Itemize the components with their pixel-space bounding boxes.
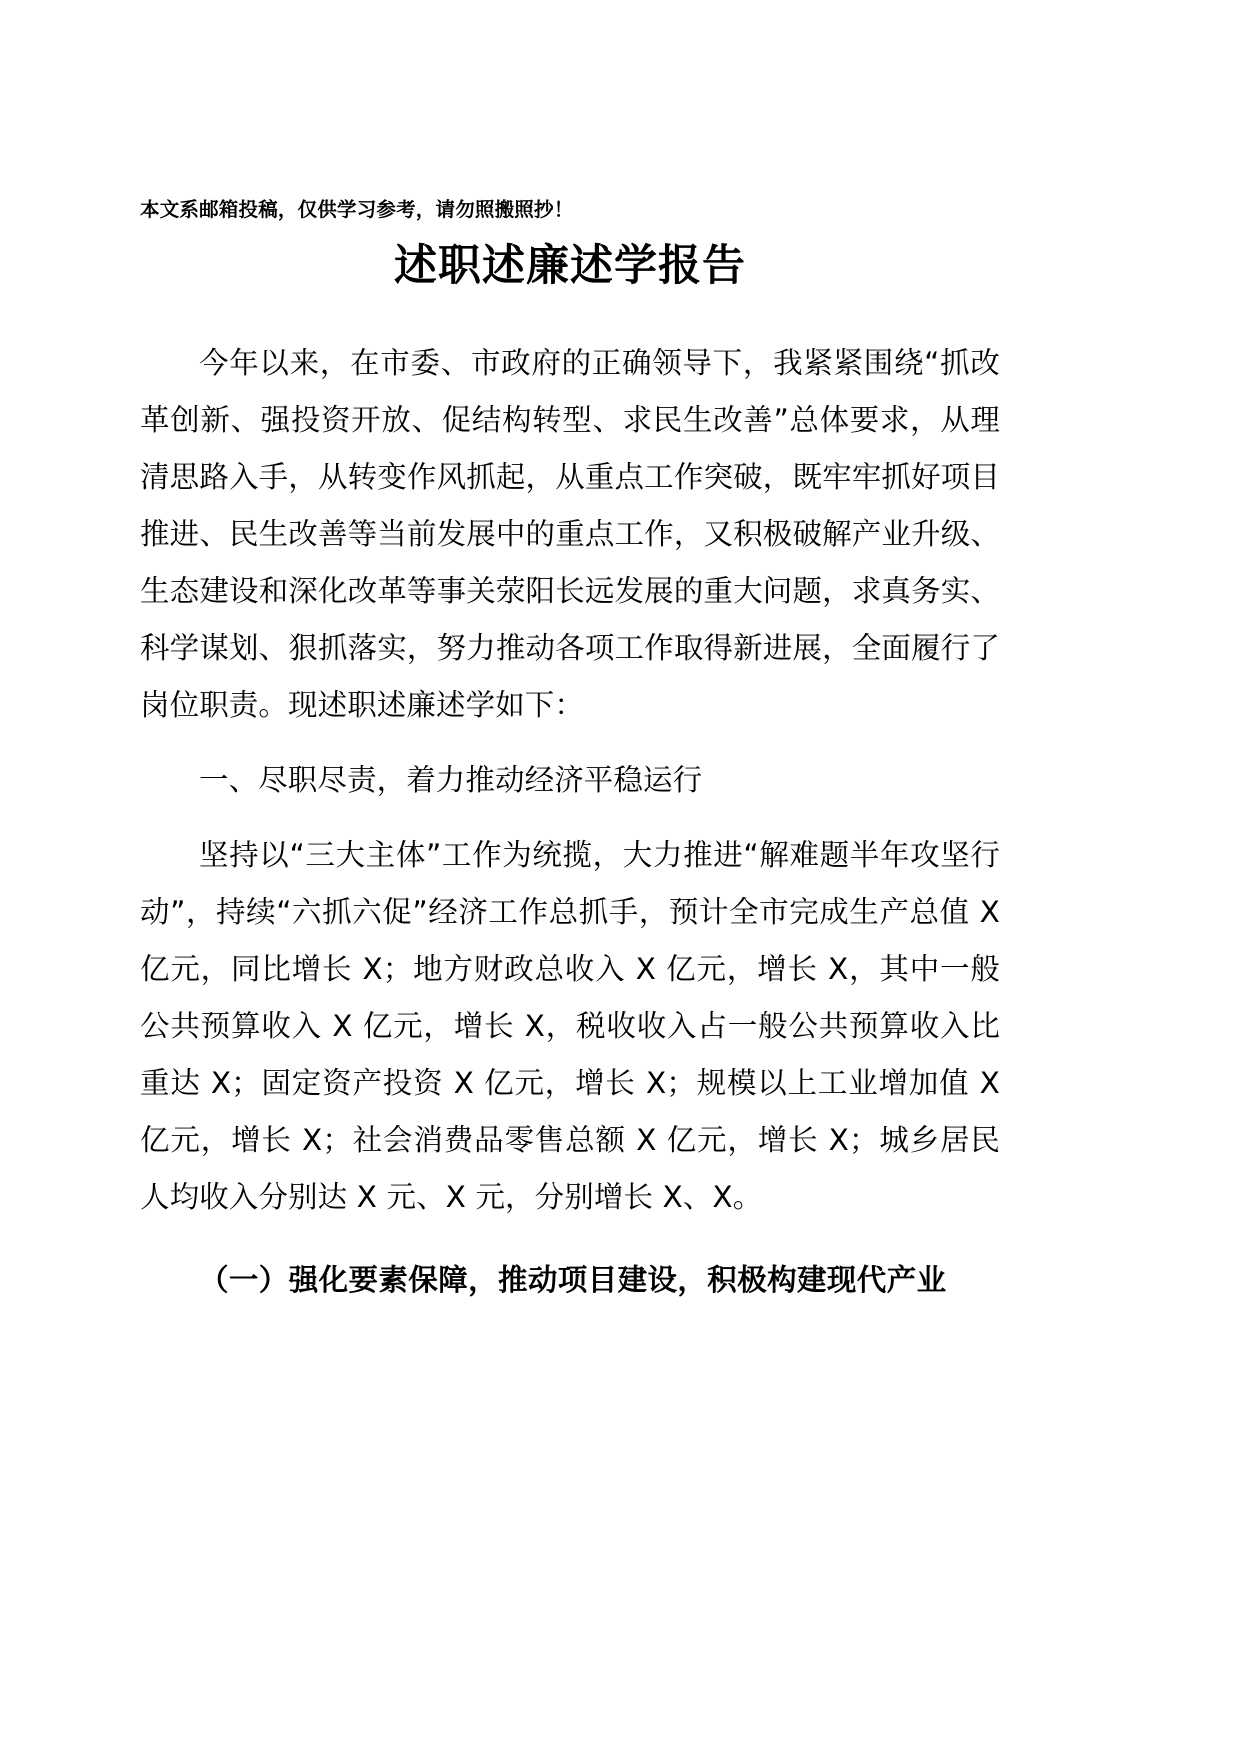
section-heading-1: 一、尽职尽责，着力推动经济平稳运行 [199,763,703,798]
subsection-heading-1-1: （一）强化要素保障，推动项目建设，积极构建现代产业 [199,1263,947,1298]
paragraph-intro: 今年以来，在市委、市政府的正确领导下，我紧紧围绕“抓改革创新、强投资开放、促结构转型、求民生改善”总体要求，从理清思路入手，从转变作风抓起，从重点工作突破，既牢牢抓好项目推进、民生改善等当前发展中的重点工作，又积极破解产业升级、生态建设和深化改革等事关荥阳长远发展的重大问题，求真务实、科学谋划、狠抓落实，努力推动各项工作取得新进展，全面履行了岗位职责。现述职述廉述学如下： [140,346,1000,723]
document-content [140,0,1000,1309]
paragraph-section-1-body: 坚持以“三大主体”工作为统揽，大力推进“解难题半年攻坚行动”，持续“六抓六促”经济工作总抓手，预计全市完成生产总值 X 亿元，同比增长 X；地方财政总收入 X 亿元，增长 X，其中一般公共预算收入 X 亿元，增长 X，税收收入占一般公共预算收入比重达 X；固定资产投资 X 亿元，增长 X；规模以上工业增加值 X 亿元，增长 X；社会消费品零售总额 X 亿元，增长 X；城乡居民人均收入分别达 X 元、X 元，分别增长 X、X。 [140,838,1000,1215]
page-title: 述职述廉述学报告 [394,241,746,292]
disclaimer-notice: 本文系邮箱投稿，仅供学习参考，请勿照搬照抄！ [140,198,574,221]
